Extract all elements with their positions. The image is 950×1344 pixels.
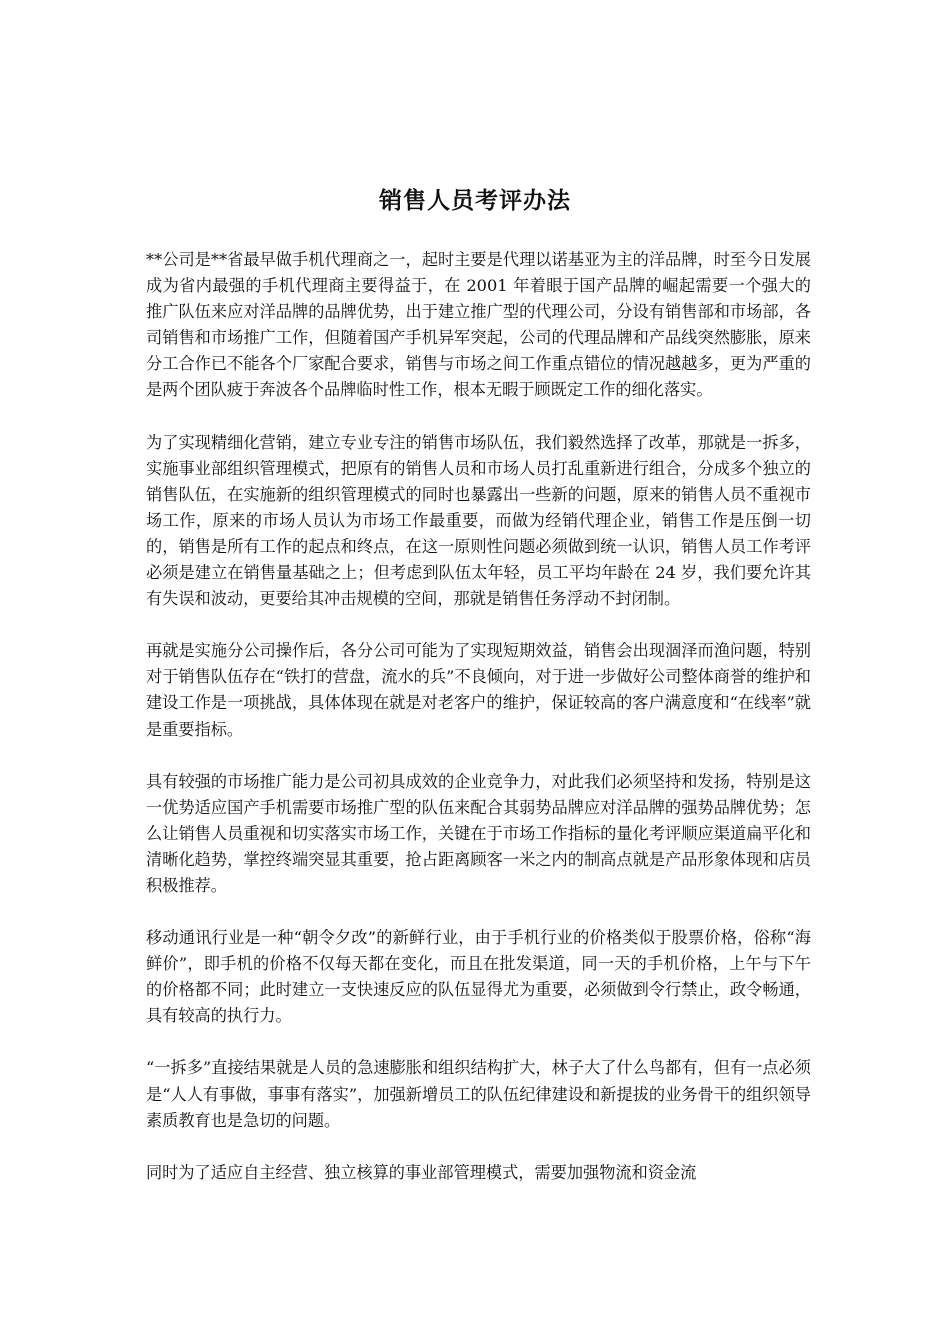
paragraph-3: 再就是实施分公司操作后，各分公司可能为了实现短期效益，销售会出现涸泽而渔问题，特别对于销售队伍存在“铁打的营盘，流水的兵”不良倾向，对于进一步做好公司整体商誉的维护和建设工作是一项挑战，具体体现在就是对老客户的维护，保证较高的客户满意度和“在线率”就是重要指标。	[146, 641, 811, 739]
paragraph-1: **公司是**省最早做手机代理商之一，起时主要是代理以诺基亚为主的洋品牌，时至今日发展成为省内最强的手机代理商主要得益于，在 2001 年着眼于国产品牌的崛起需要一个强大的推广队伍来应对洋品牌的品牌优势，出于建立推广型的代理公司，分设有销售部和市场部，各司销售和市场推广工作，但随着国产手机异军突起，公司的代理品牌和产品线突然膨胀，原来分工合作已不能各个厂家配合要求，销售与市场之间工作重点错位的情况越越多，更为严重的是两个团队疲于奔波各个品牌临时性工作，根本无暇于顾既定工作的细化落实。	[146, 250, 811, 400]
document-title: 销售人员考评办法	[379, 187, 571, 214]
paragraph-4: 具有较强的市场推广能力是公司初具成效的企业竞争力，对此我们必须坚持和发扬，特别是这一优势适应国产手机需要市场推广型的队伍来配合其弱势品牌应对洋品牌的强势品牌优势；怎么让销售人员重视和切实落实市场工作，关键在于市场工作指标的量化考评顺应渠道扁平化和清晰化趋势，掌控终端突显其重要，抢占距离顾客一米之内的制高点就是产品形象体现和店员积极推荐。	[146, 771, 811, 895]
document-body	[146, 247, 811, 1186]
paragraph-7: 同时为了适应自主经营、独立核算的事业部管理模式，需要加强物流和资金流	[146, 1162, 697, 1182]
paragraph-2: 为了实现精细化营销，建立专业专注的销售市场队伍，我们毅然选择了改革，那就是一拆多，实施事业部组织管理模式，把原有的销售人员和市场人员打乱重新进行组合，分成多个独立的销售队伍，在实施新的组织管理模式的同时也暴露出一些新的问题，原来的销售人员不重视市场工作，原来的市场人员认为市场工作最重要，而做为经销代理企业，销售工作是压倒一切的，销售是所有工作的起点和终点，在这一原则性问题必须做到统一认识，销售人员工作考评必须是建立在销售量基础之上；但考虑到队伍太年轻，员工平均年龄在 24 岁，我们要允许其有失误和波动，更要给其冲击规模的空间，那就是销售任务浮动不封闭制。	[146, 432, 811, 609]
paragraph-6: “一拆多”直接结果就是人员的急速膨胀和组织结构扩大，林子大了什么鸟都有，但有一点必须是“人人有事做，事事有落实”，加强新增员工的队伍纪律建设和新提拔的业务骨干的组织领导素质教育也是急切的问题。	[146, 1058, 811, 1130]
paragraph-5: 移动通讯行业是一种“朝令夕改”的新鲜行业，由于手机行业的价格类似于股票价格，俗称“海鲜价”，即手机的价格不仅每天都在变化，而且在批发渠道，同一天的手机价格，上午与下午的价格都不同；此时建立一支快速反应的队伍显得尤为重要，必须做到令行禁止，政令畅通，具有较高的执行力。	[146, 928, 811, 1026]
